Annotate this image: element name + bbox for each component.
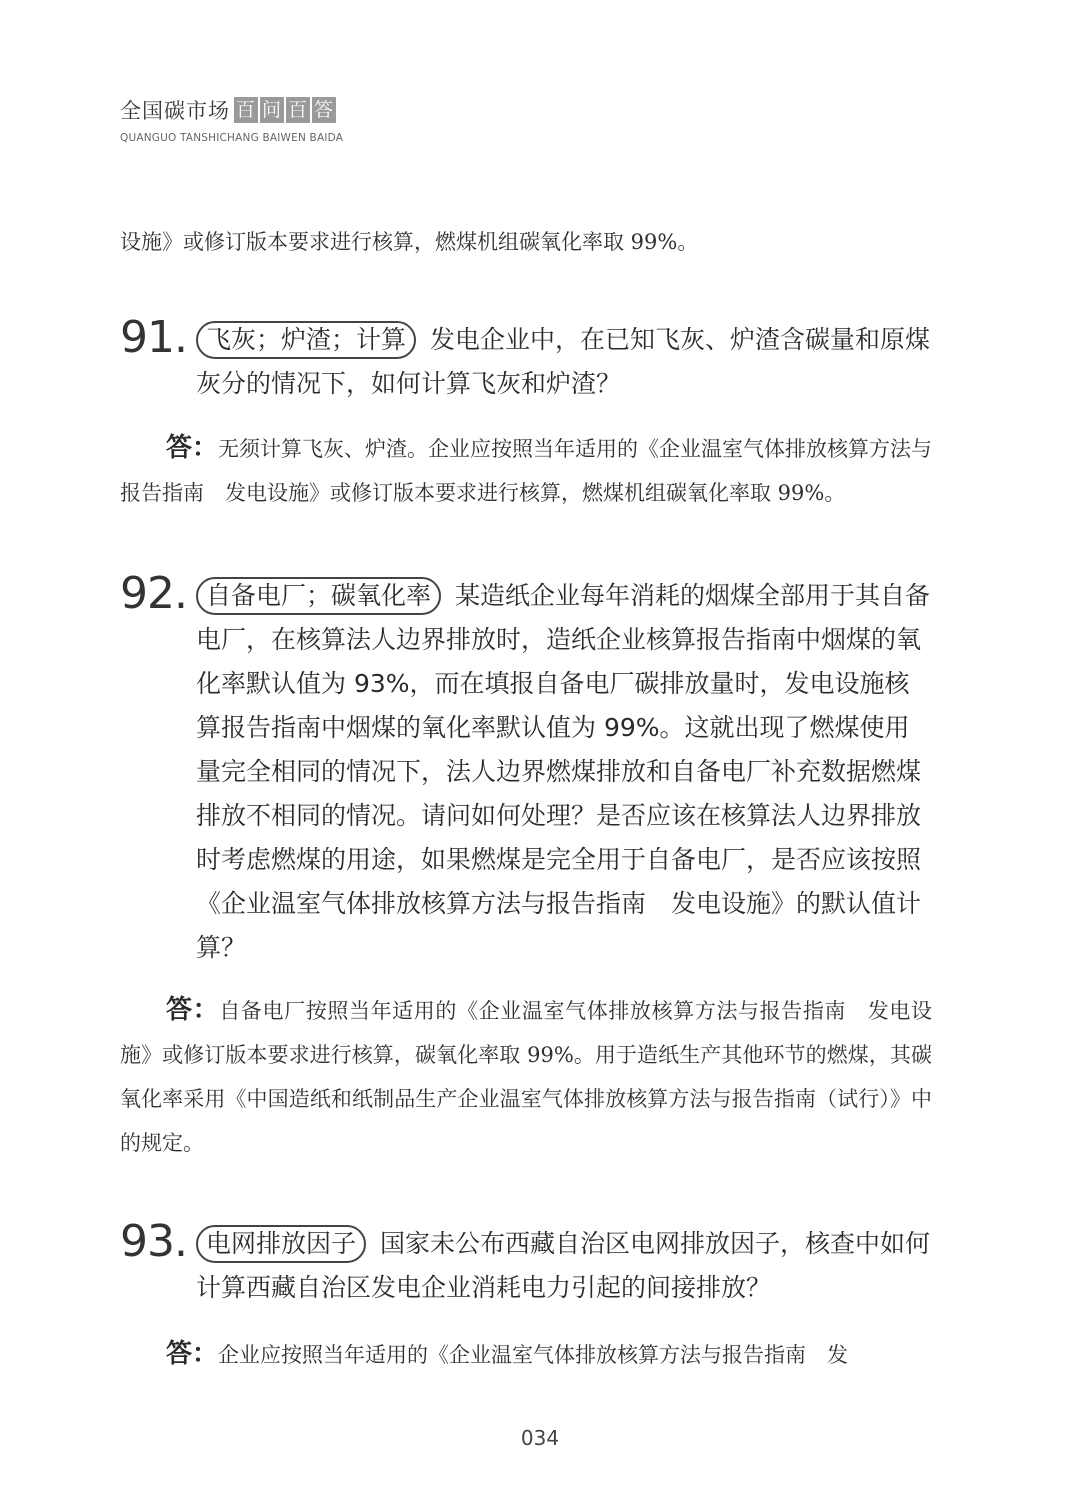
question-tag: 自备电厂；碳氧化率	[196, 577, 441, 615]
title-box-char: 百	[287, 99, 308, 121]
question-text: 发电企业中，在已知飞灰、炉渣含碳量和原煤灰分的情况下，如何计算飞灰和炉渣？	[196, 325, 931, 398]
answer-label: 答：	[166, 995, 220, 1025]
question-text-block	[196, 1222, 932, 1310]
running-header	[120, 96, 343, 144]
answer-label: 答：	[166, 1339, 219, 1369]
title-box-char: 问	[261, 99, 282, 121]
book-title-prefix: 全国碳市场	[120, 99, 230, 123]
book-title-boxes	[234, 97, 338, 123]
question-tag: 飞灰；炉渣；计算	[196, 321, 416, 359]
title-box-char: 百	[235, 99, 256, 121]
question-text-block	[196, 574, 932, 970]
question-93	[120, 1216, 932, 1310]
question-tag: 电网排放因子	[196, 1225, 366, 1263]
question-92	[120, 568, 932, 970]
question-text-block	[196, 318, 932, 406]
question-91	[120, 312, 932, 406]
question-number: 91.	[120, 312, 187, 363]
book-title	[120, 96, 343, 124]
title-box-char: 答	[313, 99, 334, 121]
answer-91	[120, 426, 932, 515]
answer-text: 无须计算飞灰、炉渣。企业应按照当年适用的《企业温室气体排放核算方法与报告指南 发电设施》或修订版本要求进行核算，燃煤机组碳氧化率取 99%。	[120, 437, 933, 505]
page-number: 034	[520, 1426, 560, 1450]
question-number: 93.	[120, 1216, 187, 1267]
answer-text: 企业应按照当年适用的《企业温室气体排放核算方法与报告指南 发	[218, 1343, 849, 1367]
continued-paragraph: 设施》或修订版本要求进行核算，燃煤机组碳氧化率取 99%。	[120, 230, 699, 254]
answer-label: 答：	[166, 433, 219, 463]
question-number: 92.	[120, 568, 187, 619]
question-text: 某造纸企业每年消耗的烟煤全部用于其自备电厂，在核算法人边界排放时，造纸企业核算报告指南中烟煤的氧化率默认值为 93%，而在填报自备电厂碳排放量时，发电设施核算报告指南中烟煤的氧化率默认值为 99%。这就出现了燃煤使用量完全相同的情况下，法人边界燃煤排放和自备电厂补充数据燃煤排放不相同的情况。请问如何处理？是否应该在核算法人边界排放时考虑燃煤的用途，如果燃煤是完全用于自备电厂，是否应该按照《企业温室气体排放核算方法与报告指南 发电设施》的默认值计算？	[196, 581, 931, 962]
answer-93	[120, 1332, 932, 1377]
answer-92	[120, 988, 932, 1165]
book-subtitle: QUANGUO TANSHICHANG BAIWEN BAIDA	[120, 132, 344, 144]
answer-text: 自备电厂按照当年适用的《企业温室气体排放核算方法与报告指南 发电设施》或修订版本要求进行核算，碳氧化率取 99%。用于造纸生产其他环节的燃煤，其碳氧化率采用《中国造纸和纸制品生产企业温室气体排放核算方法与报告指南（试行）》中的规定。	[120, 999, 932, 1155]
question-text: 国家未公布西藏自治区电网排放因子，核查中如何计算西藏自治区发电企业消耗电力引起的间接排放？	[196, 1229, 931, 1302]
